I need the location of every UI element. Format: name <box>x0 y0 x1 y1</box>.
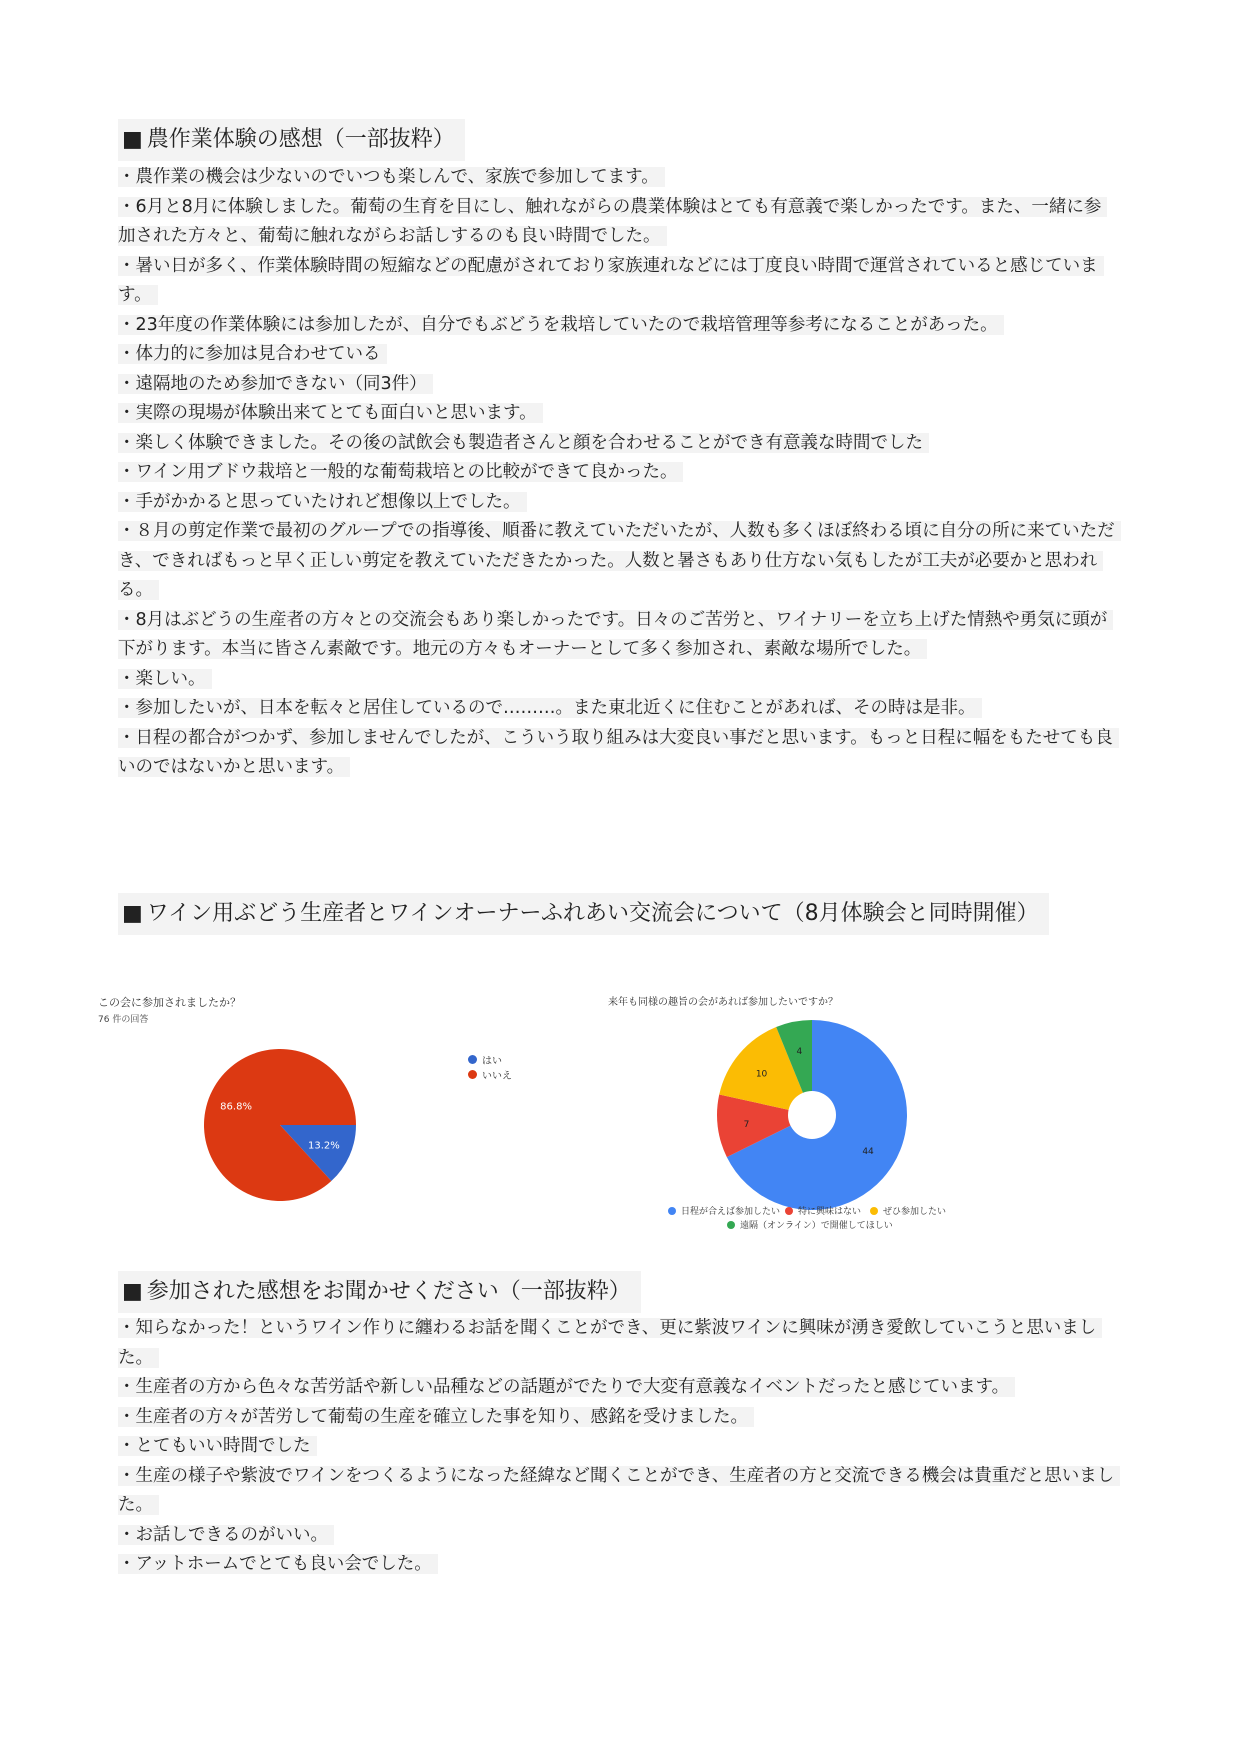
pie2-title: 来年も同様の趣旨の会があれば参加したいですか？ <box>608 997 838 1008</box>
comment-item: ・遠隔地のため参加できない（同3件） <box>118 370 1118 400</box>
comment-item: ・生産者の方々が苦労して葡萄の生産を確立した事を知り、感銘を受けました。 <box>118 1403 1118 1433</box>
slice-label: 10 <box>755 1069 768 1080</box>
donut-hole <box>788 1091 836 1139</box>
comment-item: ・6月と8月に体験しました。葡萄の生育を目にし、触れながらの農業体験はとても有意義で楽しかったです。また、一緒に参加された方々と、葡萄に触れながらお話しするのも良い時間でした。 <box>118 193 1118 252</box>
comment-item: ・お話しできるのがいい。 <box>118 1521 1118 1551</box>
square-bullet-icon: ■ <box>122 1279 143 1304</box>
comment-item: ・楽しく体験できました。その後の試飲会も製造者さんと顔を合わせることができ有意義な時間でした <box>118 429 1118 459</box>
square-bullet-icon: ■ <box>122 127 143 152</box>
comment-item: ・楽しい。 <box>118 665 1118 695</box>
slice-label: 4 <box>796 1047 803 1058</box>
comment-item: ・ワイン用ブドウ栽培と一般的な葡萄栽培との比較ができて良かった。 <box>118 458 1118 488</box>
legend-dot-icon <box>870 1207 878 1215</box>
section3-heading-text: 参加された感想をお聞かせください（一部抜粋） <box>146 1279 631 1304</box>
section1-heading <box>118 119 465 161</box>
comment-item: ・知らなかった！というワイン作りに纏わるお話を聞くことができ、更に紫波ワインに興味が湧き愛飲していこうと思いました。 <box>118 1314 1118 1373</box>
comment-item: ・農作業の機会は少ないのでいつも楽しんで、家族で参加してます。 <box>118 163 1118 193</box>
comment-item: ・とてもいい時間でした <box>118 1432 1118 1462</box>
comment-item: ・実際の現場が体験出来てとても面白いと思います。 <box>118 399 1118 429</box>
section1-heading-text: 農作業体験の感想（一部抜粋） <box>146 127 455 152</box>
legend-dot-icon <box>468 1055 477 1064</box>
slice-label: 86.8% <box>220 1101 252 1113</box>
pie2-legend-item: 遠隔（オンライン）で開催してほしい <box>727 1218 893 1231</box>
pie1-subtitle: 76 件の回答 <box>98 1015 149 1025</box>
comment-item: ・生産の様子や紫波でワインをつくるようになった経緯など聞くことができ、生産者の方と交流できる機会は貴重だと思いました。 <box>118 1462 1118 1521</box>
section3-comments <box>118 1314 1118 1580</box>
comment-item: ・参加したいが、日本を転々と居住しているので………。また東北近くに住むことがあれば、その時は是非。 <box>118 694 1118 724</box>
comment-item: ・8月はぶどうの生産者の方々との交流会もあり楽しかったです。日々のご苦労と、ワイナリーを立ち上げた情熱や勇気に頭が下がります。本当に皆さん素敵です。地元の方々もオーナーとして多く参加され、素敵な場所でした。 <box>118 606 1118 665</box>
section3-heading <box>118 1271 641 1313</box>
comment-item: ・体力的に参加は見合わせている <box>118 340 1118 370</box>
pie1-title: この会に参加されましたか？ <box>98 996 241 1009</box>
comment-item: ・生産者の方から色々な苦労話や新しい品種などの話題がでたりで大変有意義なイベントだったと感じています。 <box>118 1373 1118 1403</box>
section2-heading-text: ワイン用ぶどう生産者とワインオーナーふれあい交流会について（8月体験会と同時開催） <box>146 901 1039 926</box>
pie1-legend-no: いいえ <box>468 1067 512 1082</box>
pie2-legend-item: ぜひ参加したい <box>870 1204 946 1217</box>
section2-heading <box>118 893 1049 935</box>
section1-comments <box>118 163 1118 783</box>
slice-label: 13.2% <box>308 1140 340 1152</box>
slice-label: 7 <box>743 1119 750 1130</box>
slice-label: 44 <box>862 1146 874 1157</box>
pie2-legend-item: 日程が合えば参加したい <box>668 1204 780 1217</box>
comment-item: ・日程の都合がつかず、参加しませんでしたが、こういう取り組みは大変良い事だと思います。もっと日程に幅をもたせても良いのではないかと思います。 <box>118 724 1118 783</box>
legend-dot-icon <box>668 1207 676 1215</box>
square-bullet-icon: ■ <box>122 901 143 926</box>
legend-dot-icon <box>727 1221 735 1229</box>
legend-dot-icon <box>785 1207 793 1215</box>
pie2-legend-item: 特に興味はない <box>785 1204 861 1217</box>
comment-item: ・23年度の作業体験には参加したが、自分でもぶどうを栽培していたので栽培管理等参考になることがあった。 <box>118 311 1118 341</box>
pie1-chart <box>180 1025 380 1225</box>
comment-item: ・アットホームでとても良い会でした。 <box>118 1550 1118 1580</box>
pie1-legend-yes: はい <box>468 1052 502 1067</box>
comment-item: ・暑い日が多く、作業体験時間の短縮などの配慮がされており家族連れなどには丁度良い時間で運営されていると感じています。 <box>118 252 1118 311</box>
comment-item: ・手がかかると思っていたけれど想像以上でした。 <box>118 488 1118 518</box>
legend-dot-icon <box>468 1070 477 1079</box>
comment-item: ・８月の剪定作業で最初のグループでの指導後、順番に教えていただいたが、人数も多くほぼ終わる頃に自分の所に来ていただき、できればもっと早く正しい剪定を教えていただきたかった。人数と暑さもあり仕方ない気もしたが工夫が必要かと思われる。 <box>118 517 1118 606</box>
pie2-chart <box>702 1005 922 1225</box>
